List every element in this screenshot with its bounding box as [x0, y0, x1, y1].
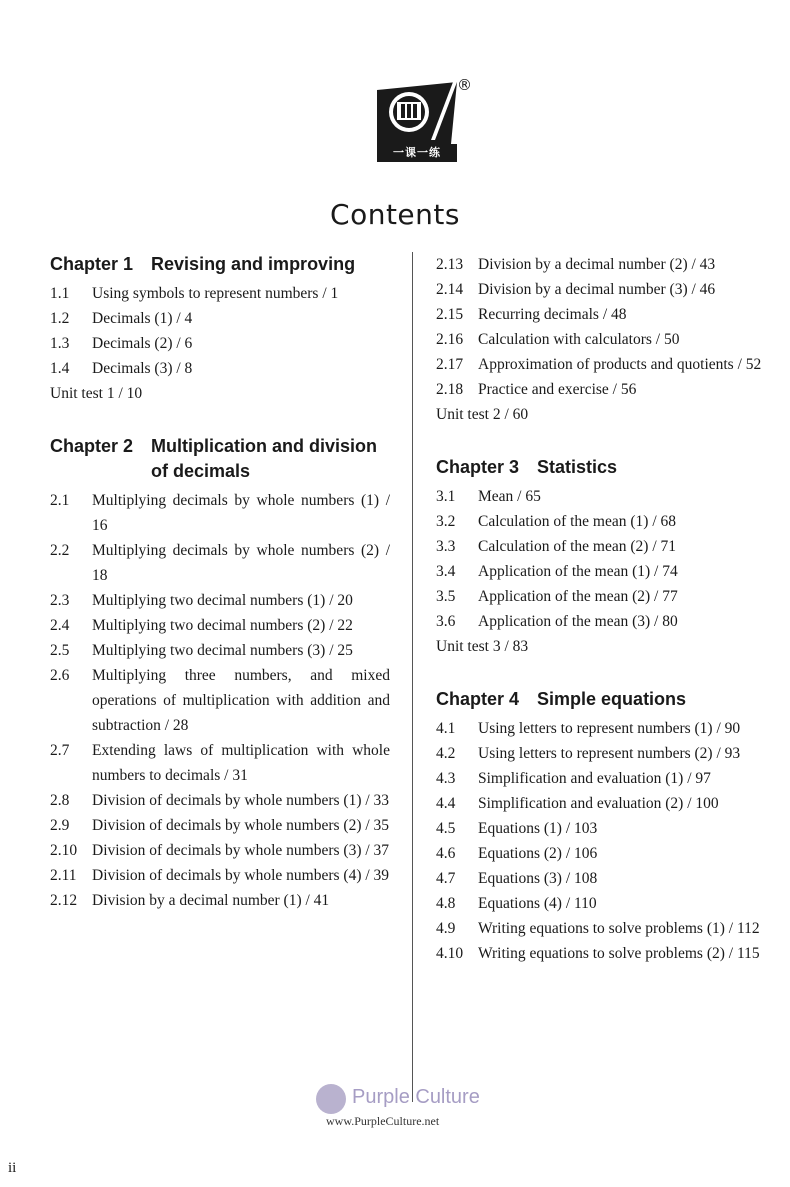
entry-title: Division of decimals by whole numbers (3) / 37 [92, 842, 390, 859]
entry-number: 2.13 [436, 256, 464, 273]
entry-title: Writing equations to solve problems (2) / 115 [478, 945, 760, 962]
toc-entry [50, 356, 390, 381]
entry-title: Multiplying two decimal numbers (2) / 22 [92, 617, 353, 634]
toc-entry [436, 841, 766, 866]
entry-title: Calculation of the mean (2) / 71 [478, 538, 676, 555]
entry-number: 2.6 [50, 667, 70, 684]
watermark-name: Purple Culture [352, 1086, 480, 1108]
entry-number: 2.11 [50, 867, 77, 884]
chapter-heading [436, 455, 766, 480]
entry-number: 2.10 [50, 842, 78, 859]
entry-number: 1.4 [50, 360, 70, 377]
toc-entry [50, 888, 390, 913]
toc-entry [436, 509, 766, 534]
entry-number: 2.8 [50, 792, 70, 809]
entry-title: Extending laws of multiplication with whole numbers to decimals / 31 [92, 742, 390, 784]
entry-number: 2.12 [50, 892, 78, 909]
entry-title: Approximation of products and quotients / 52 [478, 356, 762, 373]
entry-number: 1.1 [50, 285, 70, 302]
toc-entry [436, 534, 766, 559]
entry-number: 4.5 [436, 820, 456, 837]
unit-test-entry: Unit test 2 / 60 [436, 406, 529, 423]
entry-title: Multiplying three numbers, and mixed operations of multiplication with addition and subtraction / 28 [92, 667, 390, 734]
publisher-logo [377, 76, 473, 162]
entry-title: Division by a decimal number (3) / 46 [478, 281, 716, 298]
entry-title: Multiplying decimals by whole numbers (2) / 18 [92, 542, 390, 584]
toc-entry [50, 838, 390, 863]
entry-number: 2.9 [50, 817, 70, 834]
entry-number: 2.4 [50, 617, 70, 634]
toc-entry [436, 941, 766, 966]
chapter-number: Chapter 4 [436, 689, 520, 709]
entry-number: 2.15 [436, 306, 464, 323]
entry-title: Simplification and evaluation (1) / 97 [478, 770, 711, 787]
entry-number: 2.5 [50, 642, 70, 659]
chapter-title: Simple equations [537, 689, 687, 709]
entry-title: Using letters to represent numbers (2) / 93 [478, 745, 741, 762]
entry-number: 3.4 [436, 563, 456, 580]
entry-number: 4.7 [436, 870, 456, 887]
entry-title: Using letters to represent numbers (1) / 90 [478, 720, 741, 737]
entry-title: Calculation with calculators / 50 [478, 331, 680, 348]
entry-number: 2.16 [436, 331, 464, 348]
page-title: Contents [330, 198, 460, 231]
entry-title: Decimals (3) / 8 [92, 360, 193, 377]
toc-entry [436, 916, 766, 941]
entry-title: Application of the mean (2) / 77 [478, 588, 678, 605]
logo-emblem-icon [377, 82, 457, 144]
entry-title: Equations (2) / 106 [478, 845, 598, 862]
entry-title: Practice and exercise / 56 [478, 381, 637, 398]
registered-mark: ® [457, 76, 472, 94]
entry-title: Recurring decimals / 48 [478, 306, 627, 323]
toc-entry [436, 866, 766, 891]
toc-entry [436, 484, 766, 509]
toc-entry [436, 716, 766, 741]
chapter-title: Multiplication and division of decimals [151, 436, 378, 481]
toc-entry [50, 306, 390, 331]
toc-right-column [436, 252, 766, 966]
chapter-heading [50, 252, 390, 277]
entry-number: 1.3 [50, 335, 70, 352]
entry-number: 3.6 [436, 613, 456, 630]
entry-title: Simplification and evaluation (2) / 100 [478, 795, 719, 812]
entry-number: 2.17 [436, 356, 464, 373]
toc-entry [50, 331, 390, 356]
entry-title: Division of decimals by whole numbers (4) / 39 [92, 867, 390, 884]
toc-left-column [50, 252, 390, 913]
entry-number: 2.7 [50, 742, 70, 759]
column-divider [412, 252, 413, 1102]
toc-entry [436, 302, 766, 327]
toc-entry [50, 488, 390, 538]
entry-number: 3.3 [436, 538, 456, 555]
entry-number: 3.1 [436, 488, 456, 505]
entry-number: 4.4 [436, 795, 456, 812]
entry-title: Multiplying decimals by whole numbers (1) / 16 [92, 492, 390, 534]
toc-entry [50, 663, 390, 738]
chapter-title: Statistics [537, 457, 618, 477]
chapter-number: Chapter 3 [436, 457, 520, 477]
toc-entry [436, 352, 766, 377]
chapter-heading [50, 434, 390, 484]
watermark-logo-icon [316, 1084, 346, 1114]
entry-title: Division by a decimal number (1) / 41 [92, 892, 330, 909]
entry-title: Mean / 65 [478, 488, 541, 505]
entry-number: 4.6 [436, 845, 456, 862]
entry-title: Division of decimals by whole numbers (1) / 33 [92, 792, 390, 809]
entry-title: Application of the mean (3) / 80 [478, 613, 678, 630]
page-number: ii [8, 1160, 17, 1176]
toc-entry [50, 588, 390, 613]
toc-entry [436, 891, 766, 916]
watermark-url: www.PurpleCulture.net [326, 1114, 440, 1128]
entry-number: 2.1 [50, 492, 70, 509]
entry-title: Multiplying two decimal numbers (3) / 25 [92, 642, 353, 659]
toc-entry [436, 766, 766, 791]
entry-title: Division by a decimal number (2) / 43 [478, 256, 716, 273]
toc-entry [50, 281, 390, 306]
toc-entry [50, 738, 390, 788]
entry-number: 3.5 [436, 588, 456, 605]
toc-entry [50, 813, 390, 838]
entry-number: 2.2 [50, 542, 70, 559]
entry-number: 4.10 [436, 945, 464, 962]
toc-entry [436, 791, 766, 816]
entry-number: 2.18 [436, 381, 464, 398]
entry-number: 2.3 [50, 592, 70, 609]
toc-entry [50, 863, 390, 888]
entry-number: 4.1 [436, 720, 456, 737]
entry-number: 2.14 [436, 281, 464, 298]
toc-entry [436, 559, 766, 584]
entry-title: Using symbols to represent numbers / 1 [92, 285, 339, 302]
chapter-title: Revising and improving [151, 254, 356, 274]
toc-entry [436, 816, 766, 841]
entry-number: 4.9 [436, 920, 456, 937]
entry-title: Division of decimals by whole numbers (2) / 35 [92, 817, 390, 834]
entry-title: Decimals (1) / 4 [92, 310, 193, 327]
entry-title: Equations (1) / 103 [478, 820, 598, 837]
entry-title: Multiplying two decimal numbers (1) / 20 [92, 592, 353, 609]
unit-test-entry: Unit test 1 / 10 [50, 385, 143, 402]
chapter-number: Chapter 2 [50, 436, 134, 456]
chapter-heading [436, 687, 766, 712]
watermark [316, 1078, 486, 1130]
toc-entry [436, 252, 766, 277]
entry-number: 4.8 [436, 895, 456, 912]
toc-entry [50, 613, 390, 638]
toc-entry [436, 377, 766, 402]
toc-entry [436, 609, 766, 634]
toc-entry [50, 788, 390, 813]
toc-entry [436, 741, 766, 766]
entry-title: Writing equations to solve problems (1) / 112 [478, 920, 760, 937]
toc-entry [50, 538, 390, 588]
toc-entry [436, 277, 766, 302]
entry-title: Equations (4) / 110 [478, 895, 597, 912]
toc-entry [436, 584, 766, 609]
toc-entry [50, 638, 390, 663]
entry-title: Calculation of the mean (1) / 68 [478, 513, 676, 530]
entry-title: Decimals (2) / 6 [92, 335, 193, 352]
entry-title: Application of the mean (1) / 74 [478, 563, 678, 580]
entry-title: Equations (3) / 108 [478, 870, 598, 887]
entry-number: 1.2 [50, 310, 70, 327]
unit-test-entry: Unit test 3 / 83 [436, 638, 529, 655]
entry-number: 4.3 [436, 770, 456, 787]
chapter-number: Chapter 1 [50, 254, 134, 274]
entry-number: 3.2 [436, 513, 456, 530]
toc-entry [436, 327, 766, 352]
logo-text: 一课一练 [377, 144, 457, 162]
entry-number: 4.2 [436, 745, 456, 762]
